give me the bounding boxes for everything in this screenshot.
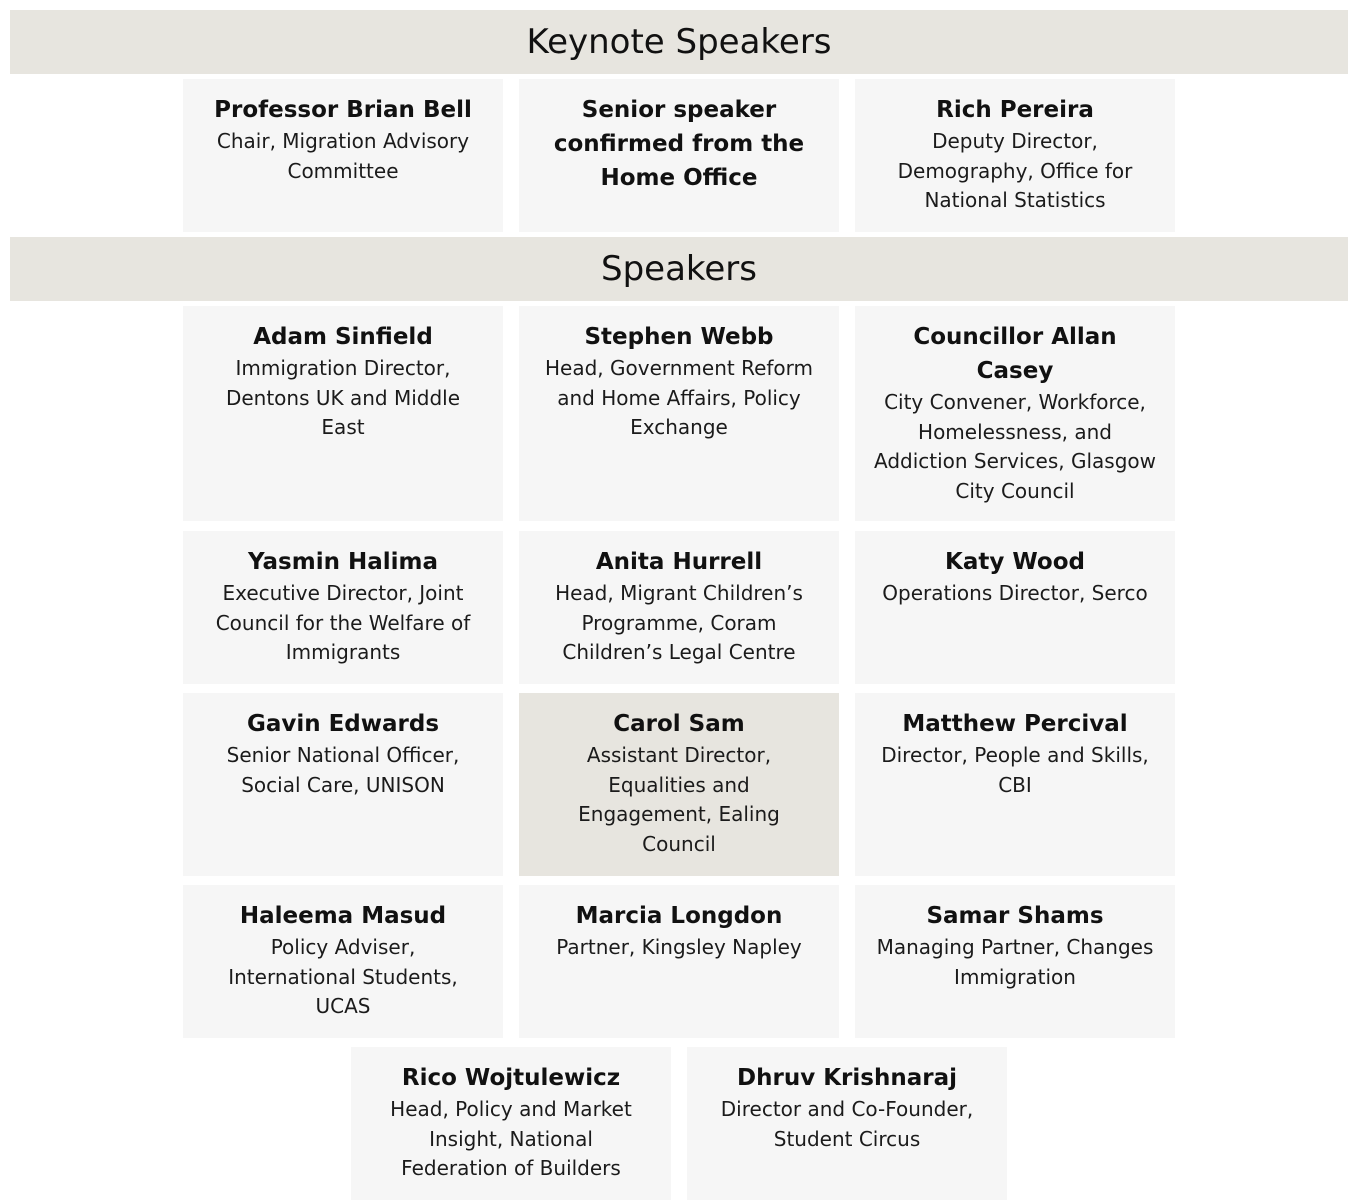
speaker-name: Marcia Longdon	[575, 903, 783, 929]
keynote-section-title: Keynote Speakers	[526, 22, 832, 62]
speaker-name: Yasmin Halima	[247, 549, 438, 575]
speaker-card	[519, 531, 839, 684]
speaker-name: Adam Sinfield	[253, 324, 433, 350]
speaker-card	[687, 1047, 1007, 1200]
speaker-role: Immigration Director, Dentons UK and Middle East	[225, 356, 461, 439]
speaker-name: Anita Hurrell	[595, 549, 763, 575]
speaker-card	[855, 885, 1175, 1038]
speakers-section-title: Speakers	[600, 249, 757, 289]
speaker-card	[183, 693, 503, 876]
speaker-role: Assistant Director, Equalities and Engagement, Ealing Council	[578, 743, 780, 856]
speaker-role: Head, Migrant Children’s Programme, Coram Children’s Legal Centre	[555, 581, 803, 664]
speaker-card	[855, 306, 1175, 521]
speaker-card	[519, 693, 839, 876]
speaker-card	[519, 885, 839, 1038]
speaker-role: Director and Co-Founder, Student Circus	[720, 1097, 974, 1151]
speaker-role: City Convener, Workforce, Homelessness, and Addiction Services, Glasgow City Council	[873, 390, 1156, 503]
speaker-name: Katy Wood	[945, 549, 1085, 575]
speaker-name: Rico Wojtulewicz	[401, 1065, 621, 1091]
speaker-role: Chair, Migration Advisory Committee	[216, 129, 470, 183]
speaker-name: Haleema Masud	[239, 903, 447, 929]
speaker-card	[183, 306, 503, 521]
speaker-name: Senior speaker confirmed from the Home Office	[553, 97, 805, 191]
speaker-name: Councillor Allan Casey	[913, 324, 1117, 384]
keynote-card	[183, 79, 503, 232]
speaker-role: Director, People and Skills, CBI	[881, 743, 1149, 797]
speaker-name: Samar Shams	[926, 903, 1104, 929]
speaker-card	[855, 693, 1175, 876]
speaker-card	[519, 306, 839, 521]
speaker-role: Managing Partner, Changes Immigration	[876, 935, 1154, 989]
speaker-name: Rich Pereira	[936, 97, 1094, 123]
speaker-card	[183, 531, 503, 684]
speaker-name: Matthew Percival	[902, 711, 1128, 737]
speaker-name: Professor Brian Bell	[214, 97, 472, 123]
speaker-name: Gavin Edwards	[246, 711, 440, 737]
speaker-card	[183, 885, 503, 1038]
keynote-card	[519, 79, 839, 232]
speaker-role: Head, Government Reform and Home Affairs, Policy Exchange	[544, 356, 814, 439]
speaker-name: Dhruv Krishnaraj	[737, 1065, 957, 1091]
speaker-card	[351, 1047, 671, 1200]
speaker-role: Deputy Director, Demography, Office for National Statistics	[897, 129, 1133, 212]
speaker-role: Policy Adviser, International Students, UCAS	[228, 935, 458, 1018]
speakers-section-header	[10, 237, 1348, 301]
speaker-name: Carol Sam	[613, 711, 745, 737]
keynote-section-header	[10, 10, 1348, 74]
speaker-role: Operations Director, Serco	[882, 581, 1148, 605]
speaker-name: Stephen Webb	[584, 324, 774, 350]
speaker-role: Head, Policy and Market Insight, National Federation of Builders	[390, 1097, 632, 1180]
speaker-role: Partner, Kingsley Napley	[556, 935, 802, 959]
speaker-card	[855, 531, 1175, 684]
speaker-role: Senior National Officer, Social Care, UNISON	[226, 743, 460, 797]
speaker-role: Executive Director, Joint Council for the Welfare of Immigrants	[215, 581, 471, 664]
keynote-card	[855, 79, 1175, 232]
